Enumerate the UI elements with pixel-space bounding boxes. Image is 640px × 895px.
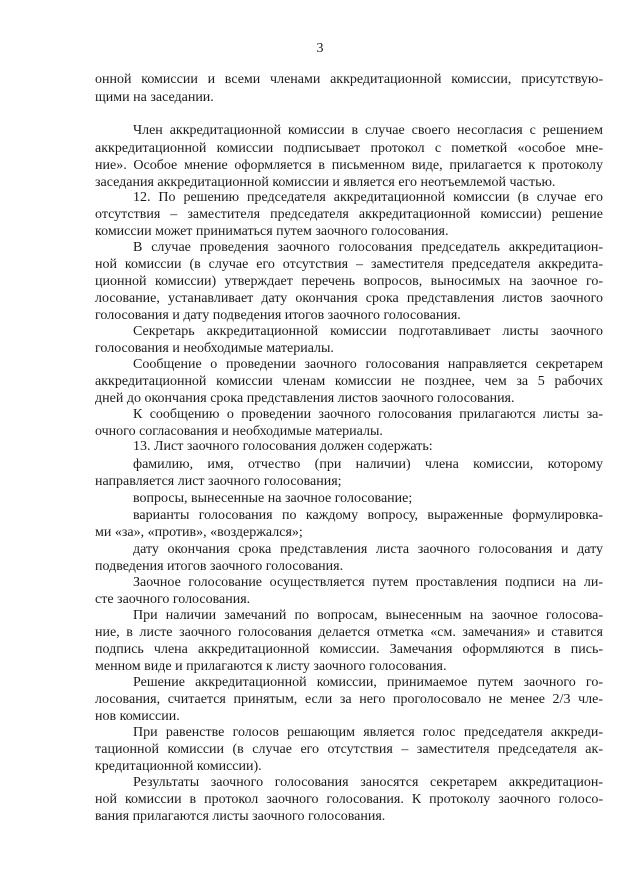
paragraph-line: вопросы, вынесенные на заочное голосование; [133, 491, 413, 506]
paragraph-line: Решение аккредитационной комиссии, принимаемое путем заочного го- [133, 675, 603, 690]
paragraph-line: ционной комиссии) утверждает перечень вопросов, выносимых на заочное го- [95, 274, 603, 289]
paragraph-line: 13. Лист заочного голосования должен содержать: [133, 439, 433, 454]
paragraph-line: Секретарь аккредитационной комиссии подготавливает листы заочного [133, 324, 603, 339]
paragraph-line: щими на заседании. [95, 90, 214, 105]
paragraph-line: 12. По решению председателя аккредитационной комиссии (в случае его [133, 190, 603, 205]
paragraph-line: ми «за», «против», «воздержался»; [95, 525, 303, 540]
paragraph-line: лосования, считается принятым, если за него проголосовало не менее 2/3 чле- [95, 692, 603, 707]
paragraph-line: вания прилагаются листы заочного голосования. [95, 809, 386, 824]
paragraph-line: комиссии может приниматься путем заочного голосования. [95, 224, 449, 239]
paragraph-line: ной комиссии в протокол заочного голосования. К протоколу заочного голосо- [95, 792, 603, 807]
paragraph-line: дней до окончания срока представления листов заочного голосования. [95, 391, 515, 406]
paragraph-line: ние». Особое мнение оформляется в письменном виде, прилагается к протоколу [95, 158, 603, 173]
paragraph-line: При равенстве голосов решающим является голос председателя аккреди- [133, 725, 603, 740]
paragraph-line: голосования и дату подведения итогов заочного голосования. [95, 308, 461, 323]
paragraph-line: голосования и необходимые материалы. [95, 341, 334, 356]
paragraph-line: заседания аккредитационной комиссии и является его неотъемлемой частью. [95, 175, 556, 190]
paragraph-line: подведения итогов заочного голосования. [95, 559, 344, 574]
paragraph-line: очного согласования и необходимые материалы. [95, 424, 383, 439]
paragraph-line: направляется лист заочного голосования; [95, 474, 342, 489]
paragraph-line: Результаты заочного голосования заносятся секретарем аккредитацион- [133, 775, 603, 790]
paragraph-line: Член аккредитационной комиссии в случае своего несогласия с решением [133, 123, 603, 138]
paragraph-line: ной комиссии (в случае его отсутствия – заместителя председателя аккредита- [95, 257, 603, 272]
paragraph-line: сте заочного голосования. [95, 592, 251, 607]
paragraph-line: онной комиссии и всеми членами аккредитационной комиссии, присутствую- [95, 72, 603, 87]
paragraph-line: подпись члена аккредитационной комиссии. Замечания оформляются в пись- [95, 642, 603, 657]
paragraph-line: аккредитационной комиссии подписывает протокол с пометкой «особое мне- [95, 141, 603, 156]
paragraph-line: фамилию, имя, отчество (при наличии) члена комиссии, которому [133, 457, 603, 472]
paragraph-line: Заочное голосование осуществляется путем проставления подписи на ли- [133, 575, 603, 590]
paragraph-line: тационной комиссии (в случае его отсутствия – заместителя председателя ак- [95, 742, 603, 757]
page-number: 3 [316, 41, 324, 56]
paragraph-line: менном виде и прилагаются к листу заочного голосования. [95, 659, 447, 674]
paragraph-line: кредитационной комиссии). [95, 759, 262, 774]
paragraph-line: При наличии замечаний по вопросам, вынесенным на заочное голосова- [133, 608, 603, 623]
paragraph-line: варианты голосования по каждому вопросу, выраженные формулировка- [133, 508, 603, 523]
paragraph-line: ние, в листе заочного голосования делается отметка «см. замечания» и ставится [95, 625, 603, 640]
paragraph-line: дату окончания срока представления листа заочного голосования и дату [133, 542, 603, 557]
paragraph-line: отсутствия – заместителя председателя аккредитационной комиссии) решение [95, 207, 603, 222]
paragraph-line: нов комиссии. [95, 709, 180, 724]
paragraph-line: Сообщение о проведении заочного голосования направляется секретарем [133, 357, 603, 372]
paragraph-line: лосование, устанавливает дату окончания срока представления листов заочного [95, 291, 603, 306]
paragraph-line: аккредитационной комиссии членам комиссии не позднее, чем за 5 рабочих [95, 374, 603, 389]
paragraph-line: К сообщению о проведении заочного голосования прилагаются листы за- [133, 407, 603, 422]
paragraph-line: В случае проведения заочного голосования председатель аккредитацион- [133, 240, 603, 255]
